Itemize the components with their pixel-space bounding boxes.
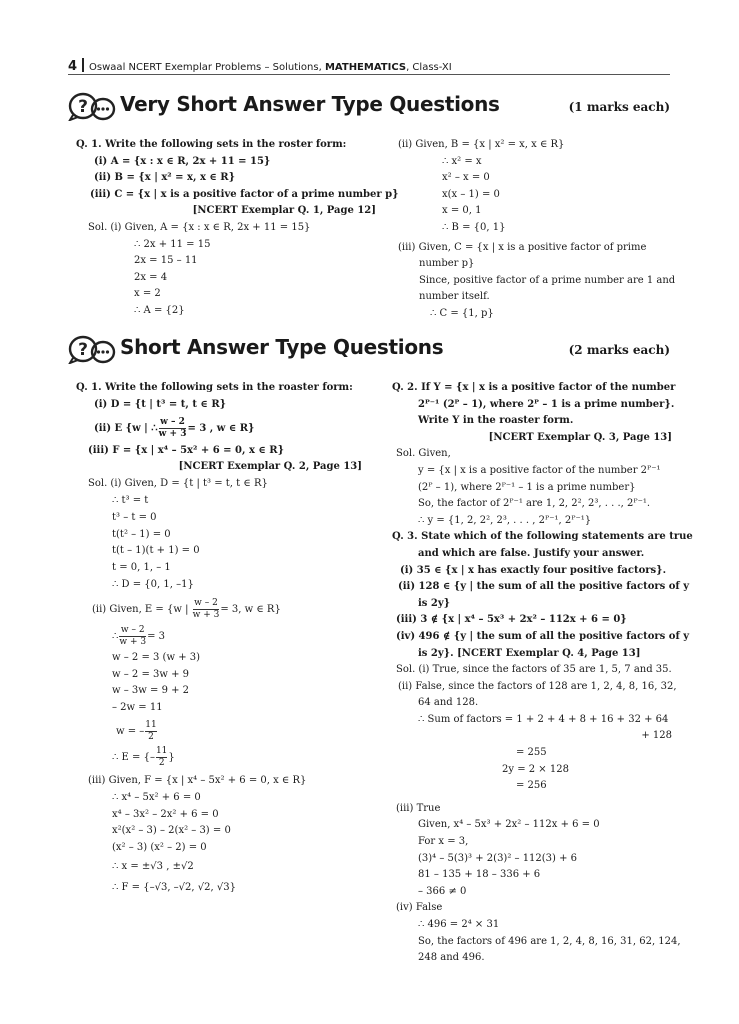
running-header	[68, 58, 670, 75]
solution-line: Given, x⁴ – 5x³ + 2x² – 112x + 6 = 0	[418, 819, 600, 831]
question-text: and which are false. Justify your answer.	[418, 547, 645, 559]
fraction: $\frac{11}{2}$	[145, 719, 157, 742]
solution-line: number p}	[419, 258, 475, 270]
question-text: Q. 2. If Y = {x | x is a positive factor of the number	[392, 382, 676, 393]
solution-line: ∴ t³ = t	[112, 494, 149, 506]
solution-line: Since, positive factor of a prime number are 1 and	[419, 274, 676, 286]
solution-line: number itself.	[419, 291, 490, 303]
question-part: is 2y}	[418, 597, 451, 609]
solution-line: ∴ Sum of factors = 1 + 2 + 4 + 8 + 16 + 32 + 64	[418, 713, 669, 725]
solution-line: ∴ x⁴ – 5x² + 6 = 0	[112, 791, 201, 803]
solution-line: (ii) Given, B = {x | x² = x, x ∈ R}	[398, 139, 565, 150]
solution-line: = 255	[516, 747, 547, 759]
question-bubbles-icon	[68, 334, 116, 364]
question-text: Q. 3. State which of the following statements are true	[392, 531, 693, 543]
solution-line: (ii) Given, E = {w | $\frac{w - 2}{w + 3}$ = 3, w ∈ R}	[92, 597, 281, 620]
solution-line: ∴ D = {0, 1, –1}	[112, 578, 194, 590]
section-marks: (1 marks each)	[568, 100, 670, 114]
very-short-left-column	[76, 137, 399, 320]
svg-text:?: ?	[78, 97, 88, 117]
subject: MATHEMATICS	[324, 62, 407, 73]
question-part: (i) D = {t | t³ = t, t ∈ R}	[94, 398, 227, 410]
solution-line: 81 – 135 + 18 – 336 + 6	[418, 869, 541, 881]
solution-line: Sol. (i) True, since the factors of 35 are 1, 5, 7 and 35.	[396, 664, 672, 676]
solution-line: (iii) Given, F = {x | x⁴ – 5x² + 6 = 0, x ∈ R}	[88, 774, 307, 786]
solution-line: 248 and 496.	[418, 952, 485, 964]
question-text: 2ᴾ⁻¹ (2ᴾ – 1), where 2ᴾ – 1 is a prime number}.	[418, 398, 675, 410]
solution-line: 2x = 15 – 11	[134, 255, 198, 267]
solution-line: ∴ C = {1, p}	[430, 307, 494, 319]
question-text: Q. 1. Write the following sets in the roster form:	[76, 139, 347, 150]
question-part: (iii) C = {x | x is a positive factor of a prime number p}	[90, 188, 399, 200]
solution-line: (iii) True	[396, 802, 441, 814]
solution-line: x = 0, 1	[442, 205, 482, 217]
solution-line: Sol. (i) Given, D = {t | t³ = t, t ∈ R}	[88, 478, 268, 490]
question-text: Q. 1. Write the following sets in the roaster form:	[76, 382, 353, 393]
solution-line: So, the factor of 2ᴾ⁻¹ are 1, 2, 2², 2³, . . ., 2ᴾ⁻¹.	[418, 498, 651, 510]
solution-line: y = {x | x is a positive factor of the number 2ᴾ⁻¹	[418, 464, 661, 476]
solution-line: ∴ E = {– $\frac{11}{2}$ }	[112, 745, 175, 768]
fraction: $\frac{11}{2}$	[155, 745, 168, 768]
solution-line: (iv) False	[396, 902, 443, 914]
running-title: Oswaal NCERT Exemplar Problems – Solutions,	[89, 62, 322, 73]
solution-line: ∴ 2x + 11 = 15	[134, 238, 211, 250]
solution-line: 64 and 128.	[418, 697, 479, 709]
solution-line: w – 3w = 9 + 2	[112, 685, 190, 697]
exemplar-reference: [NCERT Exemplar Q. 3, Page 13]	[488, 431, 672, 443]
solution-line: w = – $\frac{11}{2}$	[116, 719, 157, 742]
short-answer-left-column	[76, 380, 376, 897]
solution-line: (3)⁴ – 5(3)³ + 2(3)² – 112(3) + 6	[418, 852, 578, 864]
solution-line: Sol. Given,	[396, 448, 451, 460]
fraction: $\frac{w - 2}{w + 3}$	[192, 597, 220, 620]
solution-line: 2x = 4	[134, 271, 168, 283]
question-part: (iv) 496 ∉ {y | the sum of all the positive factors of y	[396, 630, 690, 642]
solution-line: t(t – 1)(t + 1) = 0	[112, 545, 200, 557]
fraction: $\frac{w - 2}{w + 3}$	[119, 624, 147, 647]
solution-line: x = 2	[134, 288, 161, 300]
question-part: (iii) F = {x | x⁴ – 5x² + 6 = 0, x ∈ R}	[88, 444, 285, 456]
section-heading-very-short	[68, 90, 670, 124]
solution-line: t³ – t = 0	[112, 511, 157, 523]
solution-line: (ii) False, since the factors of 128 are 1, 2, 4, 8, 16, 32,	[398, 680, 677, 692]
header-divider	[82, 58, 84, 72]
very-short-right-column	[398, 137, 676, 323]
svg-text:?: ?	[78, 340, 88, 360]
solution-line: 2y = 2 × 128	[502, 763, 569, 775]
section-title: Short Answer Type Questions	[120, 335, 444, 359]
section-heading-short	[68, 333, 670, 367]
solution-line: ∴ A = {2}	[134, 304, 185, 316]
solution-line: x⁴ – 3x² – 2x² + 6 = 0	[112, 808, 219, 820]
question-part: (ii) B = {x | x² = x, x ∈ R}	[94, 172, 236, 184]
question-bubbles-icon	[68, 91, 116, 121]
page-number: 4	[68, 59, 78, 74]
solution-line: x²(x² – 3) – 2(x² – 3) = 0	[112, 825, 231, 837]
solution-line: ∴ y = {1, 2, 2², 2³, . . . , 2ᴾ⁻¹, 2ᴾ⁻¹}	[418, 514, 592, 526]
solution-line: For x = 3,	[418, 836, 469, 848]
solution-line: (iii) Given, C = {x | x is a positive factor of prime	[398, 241, 647, 253]
fraction: $\frac{w - 2}{w + 3}$	[158, 416, 187, 439]
short-answer-right-column	[392, 380, 693, 967]
solution-line: (x² – 3) (x² – 2) = 0	[112, 842, 207, 854]
solution-line: So, the factors of 496 are 1, 2, 4, 8, 16, 31, 62, 124,	[418, 935, 681, 947]
solution-line: ∴ $\frac{w - 2}{w + 3}$ = 3	[112, 624, 165, 647]
question-part: (ii) 128 ∈ {y | the sum of all the positive factors of y	[398, 581, 690, 593]
solution-line: ∴ F = {–√3, –√2, √2, √3}	[112, 881, 236, 893]
solution-line: x² – x = 0	[442, 172, 490, 184]
solution-line: – 2w = 11	[112, 702, 163, 714]
solution-line: x(x – 1) = 0	[442, 188, 500, 200]
solution-line: t = 0, 1, – 1	[112, 562, 171, 574]
question-part: (i) A = {x : x ∈ R, 2x + 11 = 15}	[94, 155, 271, 167]
solution-line: w – 2 = 3w + 9	[112, 668, 190, 680]
question-part: (i) 35 ∈ {x | x has exactly four positive factors}.	[400, 564, 667, 576]
solution-line: ∴ 496 = 2⁴ × 31	[418, 919, 500, 930]
exemplar-reference: [NCERT Exemplar Q. 1, Page 12]	[192, 205, 376, 217]
solution-line: ∴ x = ±√3 , ±√2	[112, 860, 194, 872]
solution-line: ∴ B = {0, 1}	[442, 221, 506, 233]
solution-line: (2ᴾ – 1), where 2ᴾ⁻¹ – 1 is a prime number}	[418, 481, 636, 493]
solution-line: t(t² – 1) = 0	[112, 528, 171, 540]
section-title: Very Short Answer Type Questions	[120, 92, 500, 116]
solution-line: ∴ x² = x	[442, 155, 482, 167]
exemplar-reference: [NCERT Exemplar Q. 2, Page 13]	[178, 461, 362, 473]
solution-line: w – 2 = 3 (w + 3)	[112, 651, 201, 663]
question-part: is 2y}. [NCERT Exemplar Q. 4, Page 13]	[418, 647, 641, 659]
solution-line: = 256	[516, 780, 547, 792]
class-label: , Class-XI	[406, 62, 452, 73]
solution-line: + 128	[641, 730, 672, 742]
solution-line: Sol. (i) Given, A = {x : x ∈ R, 2x + 11 = 15}	[88, 221, 311, 233]
question-part: (iii) 3 ∉ {x | x⁴ – 5x³ + 2x² – 112x + 6 = 0}	[396, 614, 627, 626]
question-part: (ii) E {w | ∴ $\frac{w - 2}{w + 3}$ = 3 , w ∈ R}	[94, 416, 255, 439]
question-text: Write Y in the roaster form.	[418, 415, 574, 427]
solution-line: – 366 ≠ 0	[418, 885, 467, 897]
section-marks: (2 marks each)	[568, 343, 670, 357]
